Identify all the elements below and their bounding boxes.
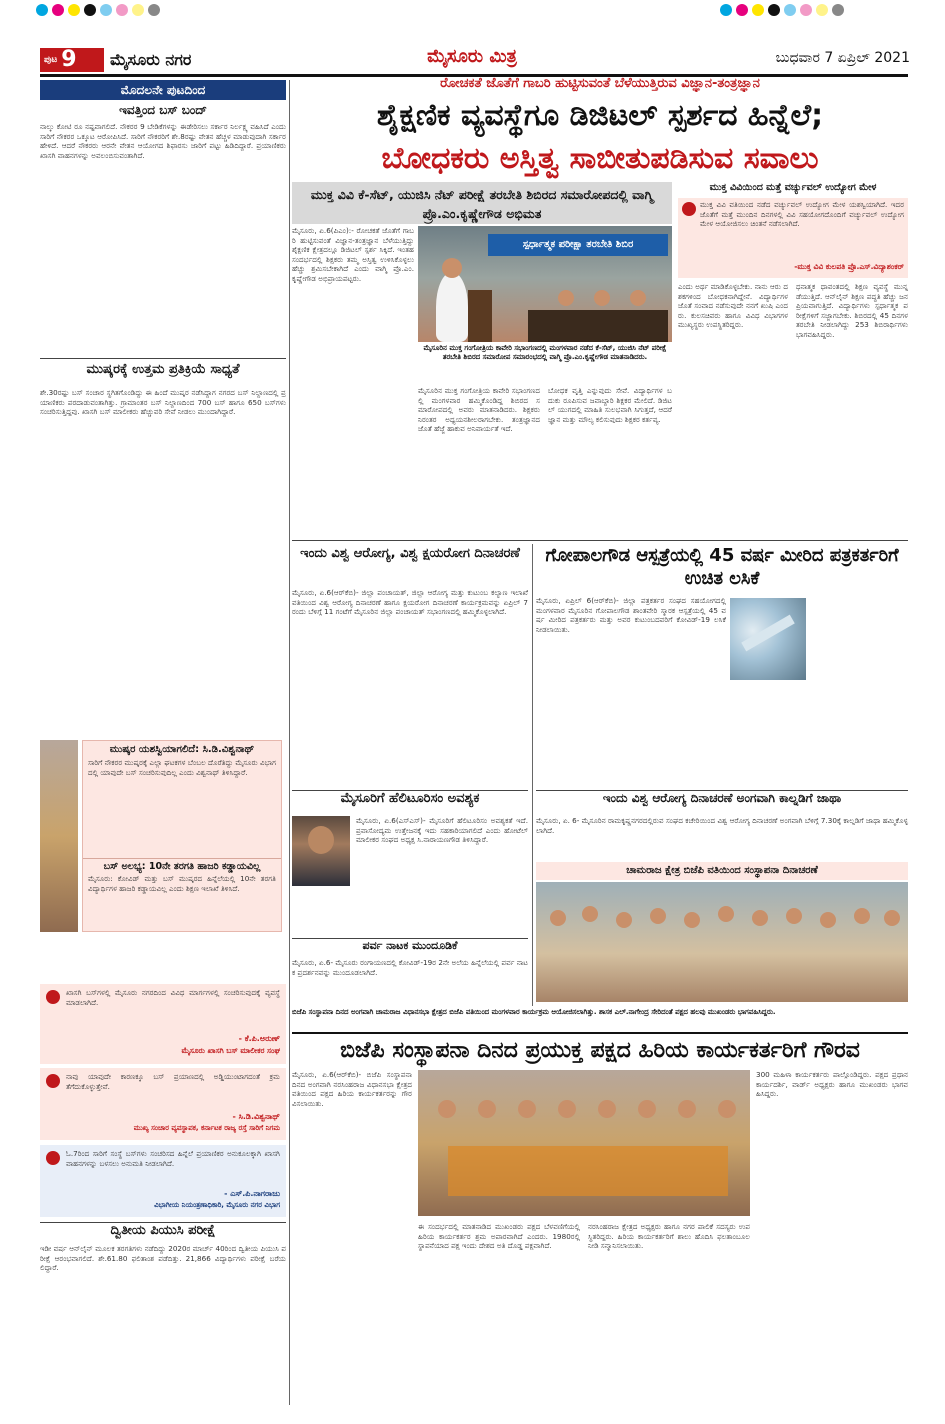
divider	[40, 358, 286, 359]
lead-story-column-b: ಮೈಸೂರಿನ ಮುಕ್ತ ಗಂಗೋತ್ರಿಯ ಕಾವೇರಿ ಸಭಾಂಗಣದಲ್ಲಿ ಮಂಗಳವಾರ ಹಮ್ಮಿಕೊಂಡಿದ್ದ ಶಿಬಿರದ ಸಮಾರೋಪದಲ್ಲಿ ಅವರು ಮಾತನಾಡಿದರು. ಶಿಕ್ಷಕರು ನಿರಂತರ ಅಧ್ಯಯನಶೀಲರಾಗಬೇಕು. ತಂತ್ರಜ್ಞಾನದ ಜೊತೆ ಹೆಜ್ಜೆ ಹಾಕುವ ಅನಿವಾರ್ಯತೆ ಇದೆ.	[418, 386, 543, 434]
strike-success-headline: ಮುಷ್ಕರ ಯಶಸ್ವಿಯಾಗಲಿದೆ: ಸಿ.ಡಿ.ವಿಶ್ವನಾಥ್	[109, 744, 255, 755]
quote-ksrtc-text: ನಾವು ಯಾವುದೇ ಕಾರಣಕ್ಕೂ ಬಸ್ ಪ್ರಯಾಣದಲ್ಲಿ ಅಡ್ಡಿಯುಂಟಾಗದಂತೆ ಕ್ರಮ ತೆಗೆದುಕೊಳ್ಳುತ್ತೇವೆ.	[66, 1072, 283, 1091]
continued-banner: ಮೊದಲನೇ ಪುಟದಿಂದ	[40, 80, 286, 100]
quote-division-role: ವಿಭಾಗೀಯ ನಿಯಂತ್ರಣಾಧಿಕಾರಿ, ಮೈಸೂರು ನಗರ ವಿಭಾಗ	[154, 1201, 280, 1209]
job-fair-headline: ಮುಕ್ತ ವಿವಿಯಿಂದ ಮತ್ತೆ ವರ್ಚ್ಯುವಲ್ ಉದ್ಯೋಗ ಮೇಳ	[709, 182, 877, 193]
walkathon-headline: ಇಂದು ವಿಶ್ವ ಆರೋಗ್ಯ ದಿನಾಚರಣೆ ಅಂಗವಾಗಿ ಕಾಲ್ನಡಿಗೆ ಜಾಥಾ	[536, 790, 908, 812]
story-bus-bandh-body: ನಾಲ್ಕು ಕೋಟಿ ರೂ ನಷ್ಟವಾಗಲಿದೆ. ನೌಕರರ 9 ಬೇಡಿಕೆಗಳನ್ನು ಈಡೇರಿಸಲು ಸರ್ಕಾರ ನಿರ್ಲಕ್ಷ್ಯ ವಹಿಸಿದೆ ಎಂದು ಸಾರಿಗೆ ನೌಕರರ ಒಕ್ಕೂಟ ಆರೋಪಿಸಿದೆ. ಸಾರಿಗೆ ನೌಕರರಿಗೆ ಶೇ.8ರಷ್ಟು ವೇತನ ಹೆಚ್ಚಳ ಮಾಡುವುದಾಗಿ ಸರ್ಕಾರ ಹೇಳಿದೆ. ಆದರೆ ನೌಕರರು ಆರನೇ ವೇತನ ಆಯೋಗದ ಶಿಫಾರಸು ಜಾರಿಗೆ ಪಟ್ಟು ಹಿಡಿದಿದ್ದಾರೆ. ಪ್ರಯಾಣಿಕರು ಖಾಸಗಿ ವಾಹನಗಳನ್ನು ಅವಲಂಬಿಸುವಂತಾಗಿದೆ.	[40, 122, 289, 160]
dais-table	[528, 310, 668, 342]
class10-attendance-headline: ಬಸ್ ಅಲಭ್ಯ: 10ನೇ ತರಗತಿ ಹಾಜರಿ ಕಡ್ಡಾಯವಿಲ್ಲ	[83, 858, 281, 874]
quote-division-text: ಓ.7ರಿಂದ ಸಾರಿಗೆ ಸಂಸ್ಥೆ ಬಸ್‌ಗಳು ಸಂಚರಿಸದ ಹಿನ್ನೆಲೆ ಪ್ರಯಾಣಿಕರ ಅನುಕೂಲಕ್ಕಾಗಿ ಖಾಸಗಿ ವಾಹನಗಳನ್ನು ಬಳಸಲು ಅನುಮತಿ ನೀಡಲಾಗಿದೆ.	[66, 1149, 283, 1168]
quote-bullet-icon	[46, 990, 60, 1004]
column-rule	[532, 544, 533, 1006]
podium	[468, 290, 492, 342]
bjp-honour-column-d: 300 ಮಹಿಳಾ ಕಾರ್ಯಕರ್ತರು ಪಾಲ್ಗೊಂಡಿದ್ದರು. ಪಕ್ಷದ ಪ್ರಧಾನ ಕಾರ್ಯದರ್ಶಿ, ವಾರ್ಡ್ ಅಧ್ಯಕ್ಷರು ಹಾಗೂ ಮುಖಂಡರು ಭಾಗವಹಿಸಿದ್ದರು.	[756, 1070, 911, 1099]
guest-head-2	[594, 290, 610, 306]
section-title: ಮೈಸೂರು ನಗರ	[110, 50, 192, 69]
syringe-shape	[741, 615, 794, 652]
lead-story-kicker: ರೋಚಕತೆ ಜೊತೆಗೆ ಗಾಬರಿ ಹುಟ್ಟಿಸುವಂತೆ ಬೆಳೆಯುತ್ತಿರುವ ವಿಜ್ಞಾನ-ತಂತ್ರಜ್ಞಾನ	[440, 76, 760, 91]
lead-story-photo-caption: ಮೈಸೂರಿನ ಮುಕ್ತ ಗಂಗೋತ್ರಿಯ ಕಾವೇರಿ ಸಭಾಂಗಣದಲ್ಲಿ ಮಂಗಳವಾರ ನಡೆದ ಕೆ-ಸೆಟ್, ಯುಜಿಸಿ ನೆಟ್ ಪರೀಕ್ಷೆ ತರಬೇತಿ ಶಿಬಿರದ ಸಮಾರೋಪ ಸಮಾರಂಭದಲ್ಲಿ ವಾಗ್ಮಿ ಪ್ರೊ.ಎಂ.ಕೃಷ್ಣೇಗೌಡ ಮಾತನಾಡಿದರು.	[423, 344, 667, 361]
story-bus-bandh-headline: ಇವತ್ತಿಂದ ಬಸ್ ಬಂದ್	[119, 103, 207, 117]
parva-drama-headline: ಪರ್ವ ನಾಟಕ ಮುಂದೂಡಿಕೆ	[292, 938, 528, 956]
bjp-honour-column-b: ಈ ಸಂದರ್ಭದಲ್ಲಿ ಮಾತನಾಡಿದ ಮುಖಂಡರು ಪಕ್ಷದ ಬೆಳವಣಿಗೆಯಲ್ಲಿ ಹಿರಿಯ ಕಾರ್ಯಕರ್ತರ ಶ್ರಮ ಅಪಾರವಾಗಿದೆ ಎಂದರು. 1980ರಲ್ಲಿ ಸ್ಥಾಪನೆಯಾದ ಪಕ್ಷ ಇಂದು ದೇಶದ ಅತಿ ದೊಡ್ಡ ಪಕ್ಷವಾಗಿದೆ.	[418, 1222, 583, 1251]
job-fair-body: ಧನಾತ್ಮಕ ಧಾವಂತದಲ್ಲಿ ಶಿಕ್ಷಣ ವ್ಯವಸ್ಥೆ ಮುನ್ನಡೆಯುತ್ತಿದೆ. ಆನ್‌ಲೈನ್ ಶಿಕ್ಷಣ ಪದ್ಧತಿ ಹೆಚ್ಚು ಜನಪ್ರಿಯವಾಗುತ್ತಿದೆ. ವಿದ್ಯಾರ್ಥಿಗಳು ಸ್ಪರ್ಧಾತ್ಮಕ ಪರೀಕ್ಷೆಗಳಿಗೆ ಸಜ್ಜಾಗಬೇಕು. ಶಿಬಿರದಲ್ಲಿ 45 ದಿನಗಳ ತರಬೇತಿ ನೀಡಲಾಗಿದ್ದು 253 ಶಿಬಿರಾರ್ಥಿಗಳು ಭಾಗವಹಿಸಿದ್ದರು.	[796, 282, 911, 339]
heli-tourism-headline: ಮೈಸೂರಿಗೆ ಹೆಲಿಟೂರಿಸಂ ಅವಶ್ಯಕ	[292, 790, 528, 812]
column-rule	[289, 80, 290, 1405]
story-strike-response-headline: ಮುಷ್ಕರಕ್ಕೆ ಉತ್ತಮ ಪ್ರತಿಕ್ರಿಯೆ ಸಾಧ್ಯತೆ	[86, 362, 240, 377]
page-label: ಪುಟ	[44, 55, 58, 65]
vaccine-body: ಮೈಸೂರು, ಏಪ್ರಿಲ್ 6(ಆರ್‌ಕೆಬಿ)- ಜಿಲ್ಲಾ ಪತ್ರಕರ್ತರ ಸಂಘದ ಸಹಯೋಗದಲ್ಲಿ ಮಂಗಳವಾರ ಮೈಸೂರಿನ ಗೋಪಾಲಗೌಡ ಶಾಂತವೇರಿ ಸ್ಮಾರಕ ಆಸ್ಪತ್ರೆಯಲ್ಲಿ 45 ವರ್ಷ ಮೀರಿದ ಪತ್ರಕರ್ತರು ಮತ್ತು ಅವರ ಕುಟುಂಬದವರಿಗೆ ಕೋವಿಡ್-19 ಲಸಿಕೆ ನೀಡಲಾಯಿತು.	[536, 596, 729, 634]
registration-strip	[0, 0, 945, 20]
puc-exam-headline: ದ್ವಿತೀಯ ಪಿಯುಸಿ ಪರೀಕ್ಷೆ	[40, 1222, 286, 1242]
lead-story-headline-line1: ಶೈಕ್ಷಣಿಕ ವ್ಯವಸ್ಥೆಗೂ ಡಿಜಿಟಲ್ ಸ್ಪರ್ಶದ ಹಿನ್ನೆಲೆ;	[376, 98, 824, 133]
divider	[292, 540, 908, 541]
bjp-honour-photo	[418, 1070, 750, 1216]
vaccine-headline: ಗೋಪಾಲಗೌಡ ಆಸ್ಪತ್ರೆಯಲ್ಲಿ 45 ವರ್ಷ ಮೀರಿದ ಪತ್ರಕರ್ತರಿಗೆ ಉಚಿತ ಲಸಿಕೆ	[545, 545, 899, 589]
color-registration-dots	[36, 4, 160, 16]
job-fair-quote-author: -ಮುಕ್ತ ವಿವಿ ಕುಲಪತಿ ಪ್ರೊ.ಎಸ್.ವಿದ್ಯಾಶಂಕರ್	[794, 262, 904, 271]
bjp-group-photo	[536, 882, 908, 1002]
quote-ksrtc-panel	[40, 1068, 286, 1140]
job-fair-quote-text: ಮುಕ್ತ ವಿವಿ ವತಿಯಿಂದ ನಡೆದ ವರ್ಚ್ಯುವಲ್ ಉದ್ಯೋಗ ಮೇಳ ಯಶಸ್ವಿಯಾಗಿದೆ. ಇದರ ಜೊತೆಗೆ ಮತ್ತೆ ಮುಂದಿನ ದಿನಗಳಲ್ಲಿ ವಿವಿ ಸಹಯೋಗದೊಂದಿಗೆ ವರ್ಚ್ಯುವಲ್ ಉದ್ಯೋಗ ಮೇಳ ಆಯೋಜಿಸಲು ಚಿಂತನೆ ನಡೆಸಲಾಗಿದೆ.	[700, 200, 907, 229]
health-day-headline: ಇಂದು ವಿಶ್ವ ಆರೋಗ್ಯ, ವಿಶ್ವ ಕ್ಷಯರೋಗ ದಿನಾಚರಣೆ	[300, 546, 520, 561]
puc-exam-body: ಇಡೀ ವರ್ಷ ಆನ್‌ಲೈನ್ ಮೂಲಕ ತರಗತಿಗಳು ನಡೆದಿದ್ದು 2020ರ ಮಾರ್ಚ್ 40ರಿಂದ ದ್ವಿತೀಯ ಪಿಯುಸಿ ಪರೀಕ್ಷೆ ಆರಂಭವಾಗಲಿದೆ. ಶೇ.61.80 ಫಲಿತಾಂಶ ಪಡೆದಿತ್ತು. 21,866 ವಿದ್ಯಾರ್ಥಿಗಳು ಪರೀಕ್ಷೆ ಬರೆಯಲಿದ್ದಾರೆ.	[40, 1244, 286, 1273]
quote-division-panel	[40, 1145, 286, 1217]
quote-private-bus-panel	[40, 984, 286, 1064]
heli-tourism-body: ಮೈಸೂರು, ಏ.6(ಎಸ್‌ಎಸ್)- ಮೈಸೂರಿಗೆ ಹೆಲಿಟೂರಿಸಂ ಅವಶ್ಯಕತೆ ಇದೆ. ಪ್ರವಾಸೋದ್ಯಮ ಉತ್ತೇಜನಕ್ಕೆ ಇದು ಸಹಕಾರಿಯಾಗಲಿದೆ ಎಂದು ಹೋಟೆಲ್ ಮಾಲೀಕರ ಸಂಘದ ಅಧ್ಯಕ್ಷ ಸಿ.ನಾರಾಯಣಗೌಡ ತಿಳಿಸಿದ್ದಾರೆ.	[356, 816, 531, 845]
page-number-box	[40, 48, 104, 72]
bjp-group-caption: ಬಿಜೆಪಿ ಸಂಸ್ಥಾಪನಾ ದಿನದ ಅಂಗವಾಗಿ ಚಾಮರಾಜ ವಿಧಾನಸಭಾ ಕ್ಷೇತ್ರದ ಬಿಜೆಪಿ ವತಿಯಿಂದ ಮಂಗಳವಾರ ಕಾರ್ಯಕ್ರಮ ಆಯೋಜಿಸಲಾಗಿತ್ತು. ಶಾಸಕ ಎಲ್.ನಾಗೇಂದ್ರ ಸೇರಿದಂತೆ ಪಕ್ಷದ ಹಲವು ಮುಖಂಡರು ಭಾಗವಹಿಸಿದ್ದರು.	[292, 1008, 776, 1016]
parva-drama-body: ಮೈಸೂರು, ಏ.6- ಮೈಸೂರು ರಂಗಾಯಣದಲ್ಲಿ ಕೋವಿಡ್-19ರ 2ನೇ ಅಲೆಯ ಹಿನ್ನೆಲೆಯಲ್ಲಿ ಪರ್ವ ನಾಟಕ ಪ್ರದರ್ಶನವನ್ನು ಮುಂದೂಡಲಾಗಿದೆ.	[292, 958, 528, 977]
quote-private-bus-role: ಮೈಸೂರು ಖಾಸಗಿ ಬಸ್ ಮಾಲೀಕರ ಸಂಘ	[181, 1046, 280, 1055]
lead-story-column-c: ಬೋಧಕ ವೃತ್ತಿ ಎನ್ನುವುದು ಸೇವೆ. ವಿದ್ಯಾರ್ಥಿಗಳ ಬದುಕು ರೂಪಿಸುವ ಜವಾಬ್ದಾರಿ ಶಿಕ್ಷಕರ ಮೇಲಿದೆ. ಡಿಜಿಟಲ್ ಯುಗದಲ್ಲಿ ಮಾಹಿತಿ ಸುಲಭವಾಗಿ ಸಿಗುತ್ತದೆ, ಆದರೆ ಜ್ಞಾನ ಮತ್ತು ಮೌಲ್ಯ ಕಲಿಸುವುದು ಶಿಕ್ಷಕರ ಕರ್ತವ್ಯ.	[548, 386, 675, 424]
speaker-figure	[436, 272, 468, 342]
class10-attendance-body: ಮೈಸೂರು: ಕೋವಿಡ್ ಮತ್ತು ಬಸ್ ಮುಷ್ಕರದ ಹಿನ್ನೆಲೆಯಲ್ಲಿ 10ನೇ ತರಗತಿ ವಿದ್ಯಾರ್ಥಿಗಳ ಹಾಜರಿ ಕಡ್ಡಾಯವಿಲ್ಲ ಎಂದು ಶಿಕ್ಷಣ ಇಲಾಖೆ ತಿಳಿಸಿದೆ.	[88, 874, 279, 893]
portrait-head	[308, 826, 334, 854]
quote-bullet-icon	[46, 1151, 60, 1165]
health-day-body: ಮೈಸೂರು, ಏ.6(ಆರ್‌ಕೆಬಿ)- ಜಿಲ್ಲಾ ಪಂಚಾಯತ್, ಜಿಲ್ಲಾ ಆರೋಗ್ಯ ಮತ್ತು ಕುಟುಂಬ ಕಲ್ಯಾಣ ಇಲಾಖೆ ವತಿಯಿಂದ ವಿಶ್ವ ಆರೋಗ್ಯ ದಿನಾಚರಣೆ ಹಾಗೂ ಕ್ಷಯರೋಗ ದಿನಾಚರಣೆ ಕಾರ್ಯಕ್ರಮವನ್ನು ಏಪ್ರಿಲ್ 7 ರಂದು ಬೆಳಿಗ್ಗೆ 11 ಗಂಟೆಗೆ ಮೈಸೂರಿನ ಜಿಲ್ಲಾ ಪಂಚಾಯತ್ ಸಭಾಂಗಣದಲ್ಲಿ ಹಮ್ಮಿಕೊಳ್ಳಲಾಗಿದೆ.	[292, 588, 531, 617]
lead-story-headline-line2: ಬೋಧಕರು ಅಸ್ತಿತ್ವ ಸಾಬೀತುಪಡಿಸುವ ಸವಾಲು	[381, 141, 819, 176]
bjp-honour-headline: ಬಿಜೆಪಿ ಸಂಸ್ಥಾಪನಾ ದಿನದ ಪ್ರಯುಕ್ತ ಪಕ್ಷದ ಹಿರಿಯ ಕಾರ್ಯಕರ್ತರಿಗೆ ಗೌರವ	[292, 1032, 908, 1066]
lead-story-deck: ಮುಕ್ತ ವಿವಿ ಕೆ-ಸೆಟ್, ಯುಜಿಸಿ ನೆಟ್ ಪರೀಕ್ಷೆ ತರಬೇತಿ ಶಿಬಿರದ ಸಮಾರೋಪದಲ್ಲಿ ವಾಗ್ಮಿ ಪ್ರೊ.ಎಂ.ಕೃಷ್ಣೇಗೌಡ ಅಭಿಮತ	[292, 182, 672, 224]
quote-private-bus-text: ಖಾಸಗಿ ಬಸ್‌ಗಳಲ್ಲಿ ಮೈಸೂರು ನಗರದಿಂದ ವಿವಿಧ ಮಾರ್ಗಗಳಲ್ಲಿ ಸಂಚರಿಸುವುದಕ್ಕೆ ವ್ಯವಸ್ಥೆ ಮಾಡಲಾಗಿದೆ.	[66, 988, 283, 1007]
bjp-chamaraja-bar: ಚಾಮರಾಜ ಕ್ಷೇತ್ರ ಬಿಜೆಪಿ ವತಿಯಿಂದ ಸಂಸ್ಥಾಪನಾ ದಿನಾಚರಣೆ	[536, 862, 908, 880]
quote-private-bus-author: - ಕೆ.ಪಿ.ಅರುಣ್	[238, 1034, 280, 1043]
bus-stand-photo	[40, 740, 78, 932]
bjp-honour-column-c: ನರಸಿಂಹರಾಜ ಕ್ಷೇತ್ರದ ಅಧ್ಯಕ್ಷರು ಹಾಗೂ ನಗರ ಪಾಲಿಕೆ ಸದಸ್ಯರು ಉಪಸ್ಥಿತರಿದ್ದರು. ಹಿರಿಯ ಕಾರ್ಯಕರ್ತರಿಗೆ ಶಾಲು ಹೊದಿಸಿ ಫಲತಾಂಬೂಲ ನೀಡಿ ಸನ್ಮಾನಿಸಲಾಯಿತು.	[588, 1222, 753, 1251]
columnist-portrait	[292, 816, 350, 886]
speaker-head	[442, 258, 462, 278]
walkathon-body: ಮೈಸೂರು, ಏ. 6- ಮೈಸೂರಿನ ರಾಮಕೃಷ್ಣನಗರದಲ್ಲಿರುವ ಸಂಘದ ಕಚೇರಿಯಿಂದ ವಿಶ್ವ ಆರೋಗ್ಯ ದಿನಾಚರಣೆ ಅಂಗವಾಗಿ ಬೆಳಿಗ್ಗೆ 7.30ಕ್ಕೆ ಕಾಲ್ನಡಿಗೆ ಜಾಥಾ ಹಮ್ಮಿಕೊಳ್ಳಲಾಗಿದೆ.	[536, 816, 908, 835]
quote-ksrtc-role: ಮುಖ್ಯ ಸಂಚಾರ ವ್ಯವಸ್ಥಾಪಕ, ಕರ್ನಾಟಕ ರಾಜ್ಯ ರಸ್ತೆ ಸಾರಿಗೆ ನಿಗಮ	[133, 1124, 280, 1132]
honoured-elders-row	[448, 1146, 728, 1196]
newspaper-brand: ಮೈಸೂರು ಮಿತ್ರ	[427, 46, 517, 67]
issue-date: ಬುಧವಾರ 7 ಏಪ್ರಿಲ್ 2021	[775, 50, 910, 66]
quote-bullet-icon	[46, 1074, 60, 1088]
quote-ksrtc-author: - ಸಿ.ಡಿ.ವಿಶ್ವನಾಥ್	[232, 1112, 280, 1121]
strike-success-body: ಸಾರಿಗೆ ನೌಕರರ ಮುಷ್ಕರಕ್ಕೆ ಎಲ್ಲಾ ಘಟಕಗಳ ಬೆಂಬಲ ದೊರೆತಿದ್ದು ಮೈಸೂರು ವಿಭಾಗದಲ್ಲಿ ಯಾವುದೇ ಬಸ್ ಸಂಚರಿಸುವುದಿಲ್ಲ ಎಂದು ವಿಶ್ವನಾಥ್ ತಿಳಿಸಿದ್ದಾರೆ.	[88, 758, 276, 777]
job-fair-quote-panel	[678, 198, 908, 278]
strike-success-box	[82, 740, 282, 932]
lead-story-column-d: ಎಂದು ಅರ್ಥ ಮಾಡಿಕೊಳ್ಳಬೇಕು. ನಾನು ಆರು ದಶಕಗಳಿಂದ ಬೋಧಕನಾಗಿದ್ದೇನೆ. ವಿದ್ಯಾರ್ಥಿಗಳ ಜೊತೆ ಸಂವಾದ ನಡೆಸುವುದೇ ನನಗೆ ಖುಷಿ ಎಂದರು. ಕುಲಸಚಿವರು ಹಾಗೂ ವಿವಿಧ ವಿಭಾಗಗಳ ಮುಖ್ಯಸ್ಥರು ಉಪಸ್ಥಿತರಿದ್ದರು.	[678, 282, 791, 330]
guest-head-1	[558, 290, 574, 306]
lead-story-photo	[418, 226, 672, 342]
lead-story-column-a: ಮೈಸೂರು, ಏ.6(ಪಿಎಂ):- ರೋಚಕತೆ ಜೊತೆಗೆ ಗಾಬರಿ ಹುಟ್ಟಿಸುವಂತೆ ವಿಜ್ಞಾನ-ತಂತ್ರಜ್ಞಾನ ಬೆಳೆಯುತ್ತಿದ್ದು ಶೈಕ್ಷಣಿಕ ಕ್ಷೇತ್ರದಲ್ಲೂ ಡಿಜಿಟಲ್ ಸ್ಪರ್ಶ ಸಿಕ್ಕಿದೆ. ಇಂತಹ ಸಂದರ್ಭದಲ್ಲಿ ಶಿಕ್ಷಕರು ತಮ್ಮ ಅಸ್ತಿತ್ವ ಉಳಿಸಿಕೊಳ್ಳಲು ಹೆಚ್ಚು ಶ್ರಮಿಸಬೇಕಾಗಿದೆ ಎಂದು ವಾಗ್ಮಿ ಪ್ರೊ.ಎಂ.ಕೃಷ್ಣೇಗೌಡ ಅಭಿಪ್ರಾಯಪಟ್ಟರು.	[292, 226, 417, 283]
guest-head-3	[630, 290, 646, 306]
quote-bullet-icon	[682, 202, 696, 216]
bjp-honour-column-a: ಮೈಸೂರು, ಏ.6(ಆರ್‌ಕೆಬಿ)- ಬಿಜೆಪಿ ಸಂಸ್ಥಾಪನಾ ದಿನದ ಅಂಗವಾಗಿ ನರಸಿಂಹರಾಜ ವಿಧಾನಸಭಾ ಕ್ಷೇತ್ರದ ವತಿಯಿಂದ ಪಕ್ಷದ ಹಿರಿಯ ಕಾರ್ಯಕರ್ತರನ್ನು ಗೌರವಿಸಲಾಯಿತು.	[292, 1070, 415, 1108]
photo-stage-banner: ಸ್ಪರ್ಧಾತ್ಮಕ ಪರೀಕ್ಷಾ ತರಬೇತಿ ಶಿಬಿರ	[488, 234, 668, 256]
quote-division-author: - ಎಸ್.ಪಿ.ನಾಗರಾಜು	[224, 1189, 280, 1198]
vaccine-photo	[730, 598, 806, 680]
color-registration-dots-right	[720, 4, 844, 16]
story-strike-response-body: ಶೇ.30ರಷ್ಟು ಬಸ್ ಸಂಚಾರ ಸ್ಥಗಿತಗೊಂಡಿದ್ದು ಈ ಹಿಂದೆ ಮುಷ್ಕರ ನಡೆಸಿದ್ದಾಗ ನಗರದ ಬಸ್ ನಿಲ್ದಾಣದಲ್ಲಿ ಪ್ರಯಾಣಿಕರು ಪರದಾಡುವಂತಾಗಿತ್ತು. ಗ್ರಾಮಾಂತರ ಬಸ್ ನಿಲ್ದಾಣದಿಂದ 700 ಬಸ್ ಹಾಗೂ 650 ಬಸ್‌ಗಳು ಸಂಚರಿಸುತ್ತಿದ್ದವು. ಖಾಸಗಿ ಬಸ್ ಮಾಲೀಕರು ಹೆಚ್ಚುವರಿ ಸೇವೆ ನೀಡಲು ಮುಂದಾಗಿದ್ದಾರೆ.	[40, 388, 289, 417]
page-number: 9	[61, 47, 77, 72]
